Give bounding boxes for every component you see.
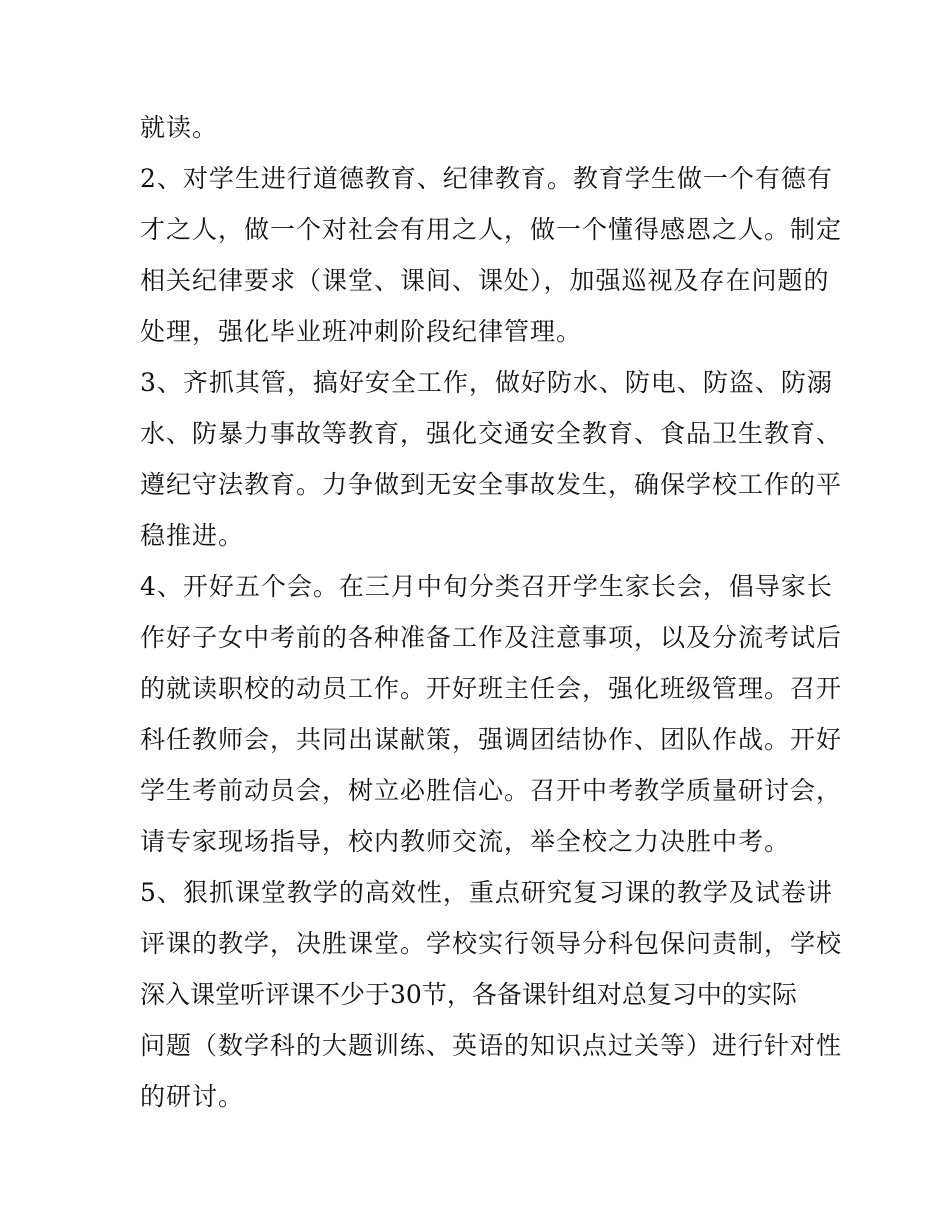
text-line: 遵纪守法教育。力争做到无安全事故发生，确保学校工作的平 bbox=[140, 470, 843, 499]
text-line: 3、齐抓其管，搞好安全工作，做好防水、防电、防盗、防溺 bbox=[140, 368, 833, 397]
text-line: 请专家现场指导，校内教师交流，举全校之力决胜中考。 bbox=[140, 827, 791, 856]
text-line: 科任教师会，共同出谋献策，强调团结协作、团队作战。开好 bbox=[140, 725, 843, 754]
text-line: 相关纪律要求（课堂、课间、课处），加强巡视及存在问题的 bbox=[140, 266, 830, 295]
text-line: 稳推进。 bbox=[140, 521, 245, 550]
text-line: 问题（数学科的大题训练、英语的知识点过关等）进行针对性 bbox=[140, 1031, 843, 1060]
text-line: 的研讨。 bbox=[140, 1082, 245, 1111]
text-line: 5、狠抓课堂教学的高效性，重点研究复习课的教学及试卷讲 bbox=[140, 878, 833, 907]
text-line: 处理，强化毕业班冲刺阶段纪律管理。 bbox=[140, 317, 583, 346]
text-line: 深入课堂听评课不少于30节，各备课针组对总复习中的实际 bbox=[140, 980, 797, 1009]
text-line: 的就读职校的动员工作。开好班主任会，强化班级管理。召开 bbox=[140, 674, 843, 703]
text-line: 评课的教学，决胜课堂。学校实行领导分科包保问责制，学校 bbox=[140, 929, 843, 958]
text-line: 就读。 bbox=[140, 113, 219, 142]
text-line: 2、对学生进行道德教育、纪律教育。教育学生做一个有德有 bbox=[140, 164, 833, 193]
text-line: 作好子女中考前的各种准备工作及注意事项，以及分流考试后 bbox=[140, 623, 843, 652]
text-line: 才之人，做一个对社会有用之人，做一个懂得感恩之人。制定 bbox=[140, 215, 843, 244]
text-line: 4、开好五个会。在三月中旬分类召开学生家长会，倡导家长 bbox=[140, 572, 833, 601]
text-line: 学生考前动员会，树立必胜信心。召开中考教学质量研讨会， bbox=[140, 776, 843, 805]
text-line: 水、防暴力事故等教育，强化交通安全教育、食品卫生教育、 bbox=[140, 419, 843, 448]
